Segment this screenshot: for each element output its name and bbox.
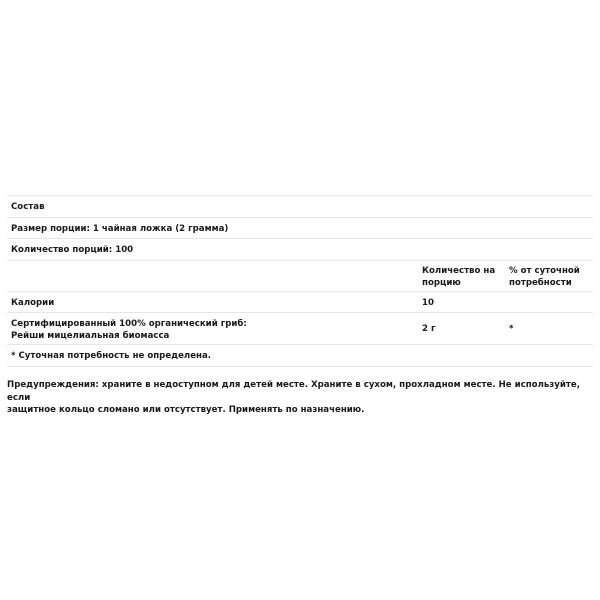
amount-column-header (422, 265, 495, 289)
ingredient-amount: 10 (422, 297, 434, 308)
ingredient-name-line1: Сертифицированный 100% органический гриб: (11, 319, 247, 329)
ingredient-name-line2: Рейши мицелиальная биомасса (11, 331, 170, 341)
warning-line1: Предупреждения: храните в недоступном для детей месте. Храните в сухом, прохладном месте. Не используйте, если (7, 380, 580, 403)
amount-header-line1: Количество на (422, 265, 496, 276)
table-row (7, 291, 593, 313)
dv-column-header (509, 265, 580, 289)
dv-header-line2: потребности (509, 277, 572, 288)
warning-line2: защитное кольцо сломано или отсутствует. Применять по назначению. (7, 405, 365, 415)
dv-header-line1: % от суточной (509, 265, 580, 276)
ingredient-name (11, 318, 247, 342)
title-row (7, 195, 593, 217)
table-title: Состав (11, 202, 45, 212)
servings-per-container-row (7, 238, 593, 260)
column-header-row (7, 260, 593, 291)
footnote: * Суточная потребность не определена. (11, 351, 212, 361)
ingredient-amount: 2 г (422, 324, 436, 334)
servings-per-container: Количество порций: 100 (11, 245, 134, 255)
amount-header-line2: порцию (422, 277, 461, 288)
footnote-row (7, 344, 593, 367)
supplement-facts-table (7, 195, 593, 367)
ingredient-name: Калории (11, 297, 55, 308)
ingredient-dv: * (509, 324, 514, 334)
serving-size: Размер порции: 1 чайная ложка (2 грамма) (11, 223, 229, 234)
table-row (7, 312, 593, 344)
warning-text (7, 379, 593, 417)
serving-size-row (7, 217, 593, 239)
